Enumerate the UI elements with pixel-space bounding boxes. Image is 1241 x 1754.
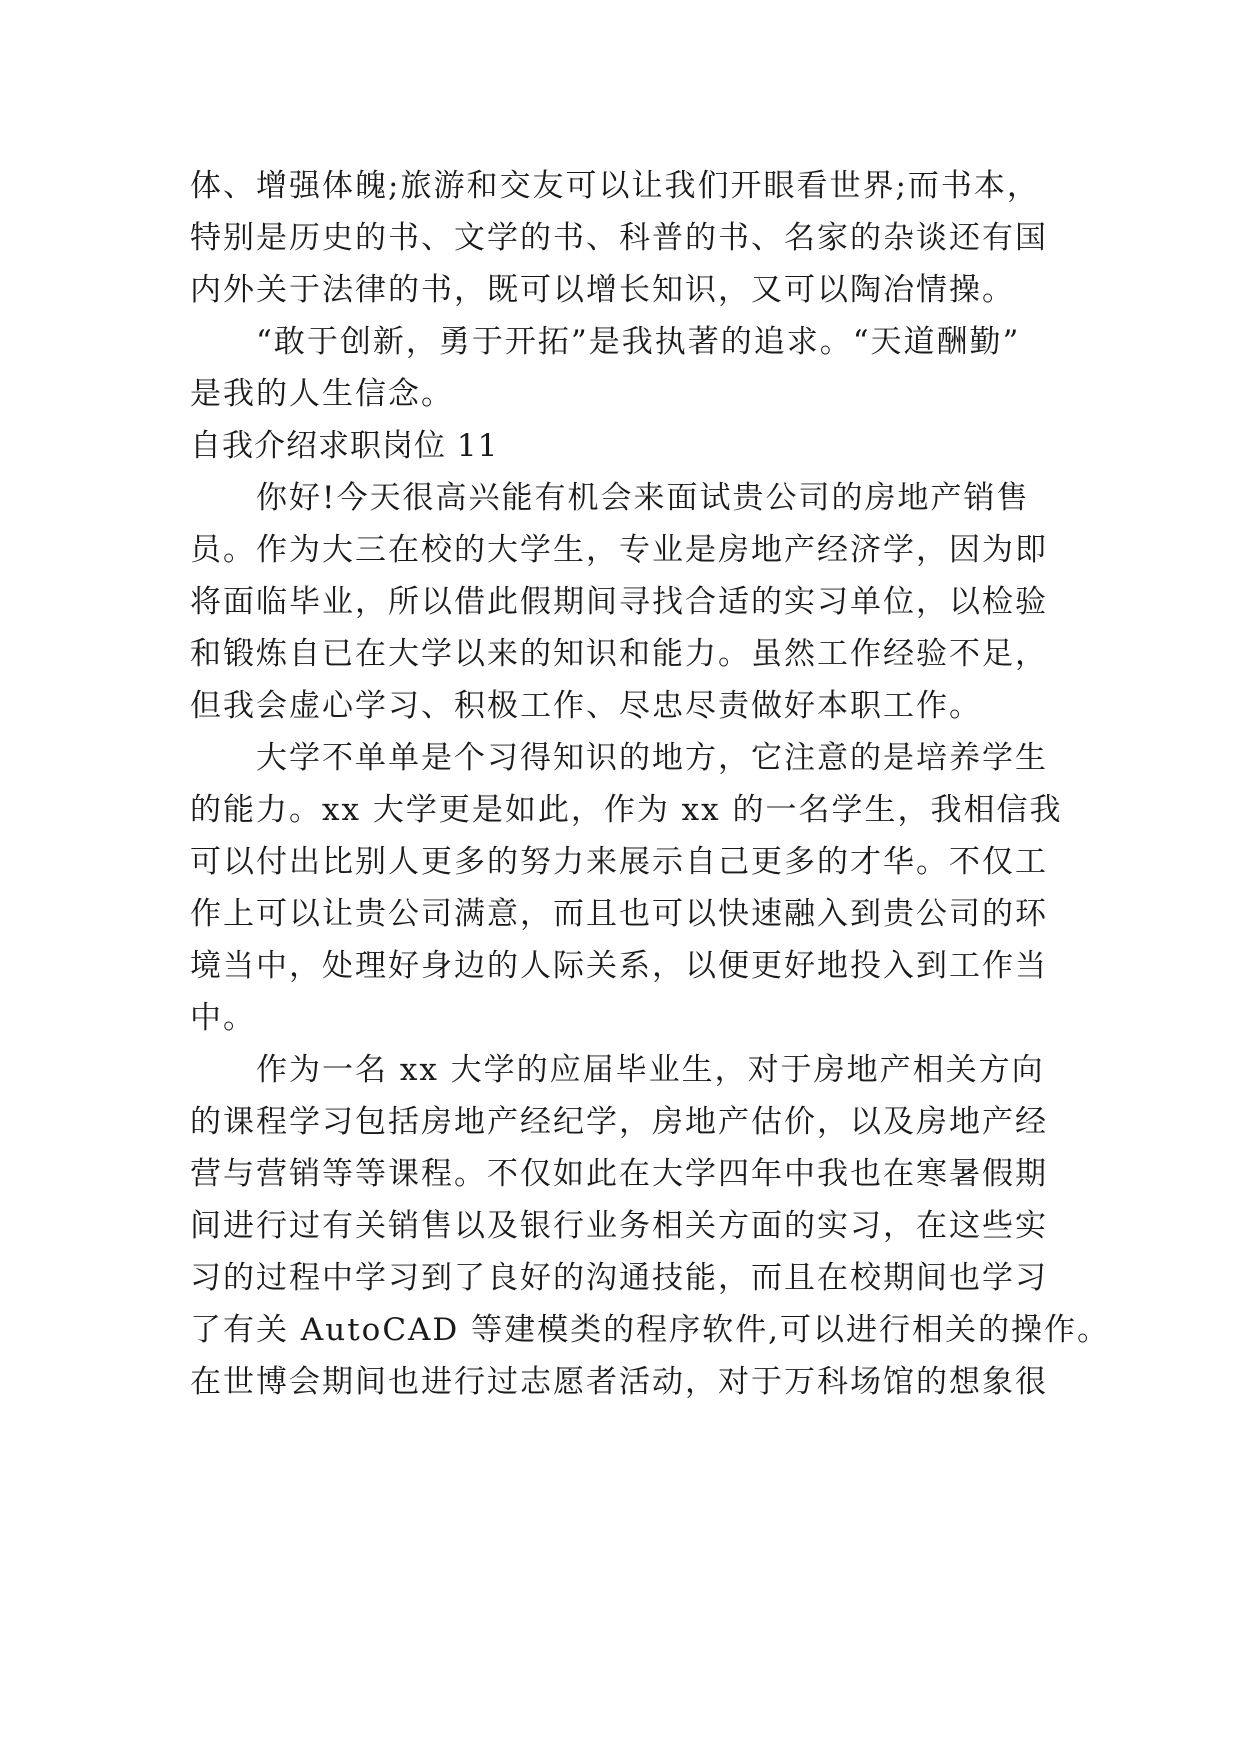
text-line: 特别是历史的书、文学的书、科普的书、名家的杂谈还有国: [190, 220, 1048, 256]
text-line: 但我会虚心学习、积极工作、尽忠尽责做好本职工作。: [190, 688, 982, 724]
text-line: 内外关于法律的书，既可以增长知识，又可以陶冶情操。: [190, 272, 1015, 308]
text-line: 作上可以让贵公司满意，而且也可以快速融入到贵公司的环: [190, 896, 1048, 932]
paragraph-start-line: “敢于创新，勇于开拓”是我执著的追求。“天道酬勤”: [256, 324, 1021, 360]
text-line: 体、增强体魄;旅游和交友可以让我们开眼看世界;而书本，: [190, 168, 1040, 204]
text-line: 的课程学习包括房地产经纪学，房地产估价，以及房地产经: [190, 1104, 1048, 1140]
text-line: 是我的人生信念。: [190, 376, 454, 412]
text-line: 间进行过有关销售以及银行业务相关方面的实习，在这些实: [190, 1208, 1048, 1244]
text-line: 中。: [190, 1000, 256, 1036]
text-line: 营与营销等等课程。不仅如此在大学四年中我也在寒暑假期: [190, 1156, 1048, 1192]
text-line: 和锻炼自已在大学以来的知识和能力。虽然工作经验不足，: [190, 636, 1048, 672]
section-heading: 自我介绍求职岗位 11: [190, 428, 499, 464]
text-line: 将面临毕业，所以借此假期间寻找合适的实习单位，以检验: [190, 584, 1048, 620]
text-line: 了有关 AutoCAD 等建模类的程序软件,可以进行相关的操作。: [190, 1312, 1110, 1348]
text-line: 境当中，处理好身边的人际关系，以便更好地投入到工作当: [190, 948, 1048, 984]
paragraph-start-line: 你好!今天很高兴能有机会来面试贵公司的房地产销售: [256, 480, 1030, 516]
text-line: 习的过程中学习到了良好的沟通技能，而且在校期间也学习: [190, 1260, 1048, 1296]
text-line: 的能力。xx 大学更是如此，作为 xx 的一名学生，我相信我: [190, 792, 1063, 828]
text-line: 员。作为大三在校的大学生，专业是房地产经济学，因为即: [190, 532, 1048, 568]
document-body: [190, 160, 1110, 1408]
paragraph-start-line: 大学不单单是个习得知识的地方，它注意的是培养学生: [256, 740, 1048, 776]
paragraph-start-line: 作为一名 xx 大学的应届毕业生，对于房地产相关方向: [256, 1052, 1045, 1088]
text-line: 可以付出比别人更多的努力来展示自己更多的才华。不仅工: [190, 844, 1048, 880]
text-line: 在世博会期间也进行过志愿者活动，对于万科场馆的想象很: [190, 1364, 1048, 1400]
